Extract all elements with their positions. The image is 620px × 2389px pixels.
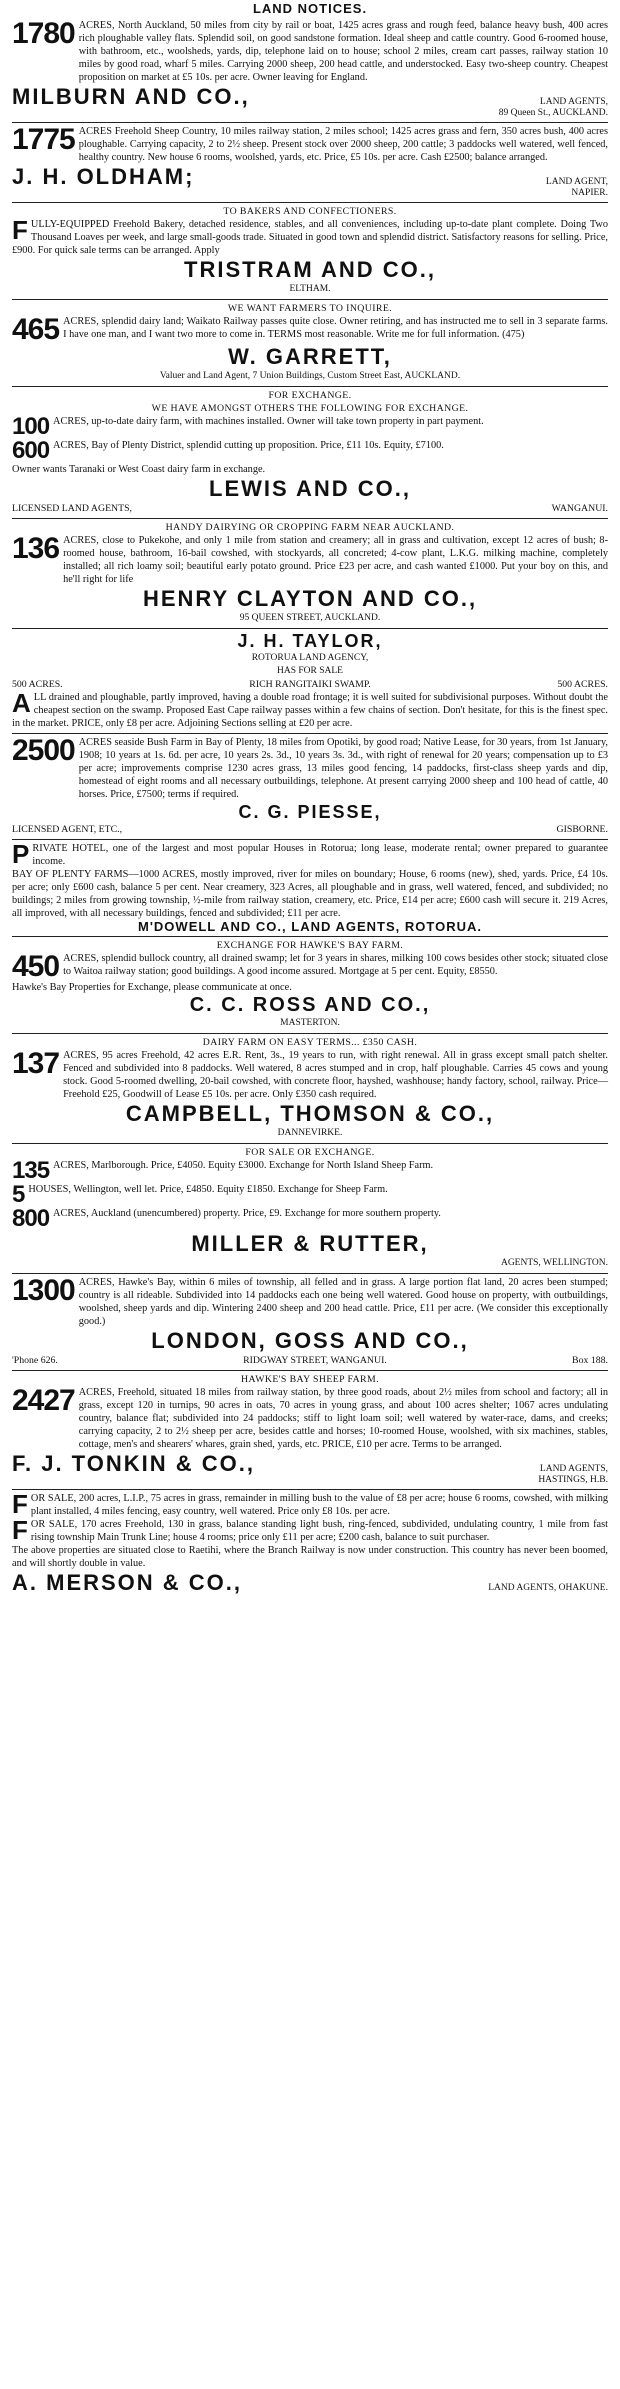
- land-notices-page: [12, 0, 608, 1599]
- acreage-left: 500 ACRES.: [12, 679, 63, 690]
- ad-text: ACRES, Freehold, situated 18 miles from railway station, by three good roads, about 2½ miles from school and factory; all in grass, except 120 in turnips, 90 acres in oats, 70 acres in young grass, and about 100 acres shelter; 1067 acres undulating country, balance flat; subdivided into 24 paddocks; stiff to light loam soil; well watered by water-race, dams, and creeks; carrying capacity, 2 to 2½ sheep per acre, besides cattle and horses; 10-roomed House, woolshed, with six machines, stables, cottage, men's and shearers' whares, grain shed, yards, etc. PRICE, £10 per acre. Terms to be arranged.: [78, 1387, 608, 1450]
- agent-name: LEWIS AND CO.,: [209, 476, 411, 501]
- ad-heading: HAWKE'S BAY SHEEP FARM.: [241, 1374, 379, 1385]
- drop-cap: P: [12, 839, 30, 869]
- page-title: LAND NOTICES.: [252, 1, 368, 16]
- ad-piesse: [12, 733, 608, 839]
- ad-text: ACRES, splendid bullock country, all drained swamp; let for 3 years in shares, milking 100 cows besides other stock; situated close to Waitoa railway station; good buildings. A good income assured. Mortgage at 5 per cent. Equity, £8550.: [63, 953, 608, 977]
- agent-address: 95 QUEEN STREET, AUCKLAND.: [239, 613, 381, 623]
- ad-heading: EXCHANGE FOR HAWKE'S BAY FARM.: [216, 940, 404, 951]
- ad-taylor: [12, 628, 608, 733]
- ad-mdowell: [12, 839, 608, 936]
- ad-london-goss: [12, 1273, 608, 1370]
- ad-clayton: [12, 518, 608, 628]
- ad-text: ACRES, Auckland (unencumbered) property. Price, £9. Exchange for more southern property.: [53, 1208, 441, 1219]
- agency-name: ROTORUA LAND AGENCY,: [251, 653, 369, 663]
- acreage-number: 2427: [12, 1384, 75, 1417]
- acreage-number: 135: [12, 1157, 50, 1184]
- agent-licence: LICENSED LAND AGENTS,: [12, 503, 133, 514]
- ad-text: ACRES, splendid dairy land; Waikato Railway passes quite close. Owner retiring, and has instructed me to sell in 3 separate farms. I have one man, and I want two more to come in. TERMS most reasonable. Write me for full information. (475): [63, 316, 608, 340]
- acreage-number: 465: [12, 313, 60, 346]
- ad-text: PRIVATE HOTEL, one of the largest and most popular Houses in Rotorua; long lease, moderate rental; owner prepared to guarantee income.: [12, 839, 608, 869]
- ad-note: The above properties are situated close to Raetihi, where the Branch Railway is now under construction. This country has never been boomed, and will shortly double in value.: [12, 1545, 608, 1569]
- ad-text: HOUSES, Wellington, well let. Price, £4850. Equity £1850. Exchange for Sheep Farm.: [28, 1184, 388, 1195]
- agent-name: W. GARRETT,: [228, 344, 392, 369]
- ad-oldham: [12, 122, 608, 202]
- ad-text: ACRES seaside Bush Farm in Bay of Plenty, 18 miles from Opotiki, by good road; Native Lease, for 30 years, from 1st January, 1908; 10 years at 1s. 6d. per acre, 10 years 2s. 3d., 10 years 3s. 3d., with right of renewal for 20 years; compensation up to £3 per acre; improvements comprise 1230 acres grass, 13 miles good fencing, 14 paddocks, first-class sheep yards and dip, homestead of eight rooms and all necessary outbuildings, telephone. At present carrying 2000 sheep and 100 head of cattle, 40 horses. Price, £7500; terms if required.: [78, 737, 608, 800]
- acreage-number: 1300: [12, 1274, 75, 1307]
- agent-name: MILLER & RUTTER,: [191, 1231, 429, 1256]
- ad-text: ACRES, up-to-date dairy farm, with machines installed. Owner will take town property in part payment.: [53, 416, 484, 427]
- acreage-number: 600: [12, 437, 50, 464]
- agent-address: AGENTS, WELLINGTON.: [500, 1258, 608, 1268]
- agent-licence: LICENSED AGENT, ETC.,: [12, 824, 123, 835]
- ad-text: ACRES, Marlborough. Price, £4050. Equity £3000. Exchange for North Island Sheep Farm.: [53, 1160, 434, 1171]
- ad-heading: FOR SALE OR EXCHANGE.: [245, 1147, 375, 1158]
- agent-name: C. G. PIESSE,: [238, 802, 382, 822]
- ad-text: ALL drained and ploughable, partly improved, having a double road frontage; it is well suited for subdivisional purposes. Without doubt the cheapest section on the swamp. Proposed East Cape railway passes within a few chains of section. Don't hesitate, for this is the finest spec. in the market. PRICE, only £8 per acre. Adjoining Sections selling at £20 per acre.: [12, 688, 608, 729]
- drop-cap: A: [12, 688, 31, 718]
- agent-address: LAND AGENT, NAPIER.: [545, 177, 608, 198]
- ad-heading: FOR EXCHANGE.: [268, 390, 352, 401]
- ad-lewis: [12, 386, 608, 518]
- agent-name: CAMPBELL, THOMSON & CO.,: [125, 1101, 495, 1126]
- acreage-right: 500 ACRES.: [557, 679, 608, 690]
- ad-text: ACRES, Bay of Plenty District, splendid cutting up proposition. Price, £11 10s. Equity, £7100.: [53, 440, 444, 451]
- agent-name: MILBURN AND CO.,: [12, 84, 250, 109]
- swamp-heading: RICH RANGITAIKI SWAMP.: [249, 679, 371, 690]
- agent-name: TRISTRAM AND CO.,: [184, 257, 436, 282]
- ad-text: FOR SALE, 200 acres, L.I.P., 75 acres in grass, remainder in milling bush to the value of £8 per acre; house 6 rooms, cowshed, with milking plant installed, 4 miles fencing, easy country, well watered. Price only £8 10s. per acre.: [12, 1489, 608, 1519]
- agent-box: Box 188.: [572, 1355, 608, 1366]
- acreage-number: 450: [12, 950, 60, 983]
- agent-address: MASTERTON.: [280, 1018, 340, 1028]
- ad-subheading: WE HAVE AMONGST OTHERS THE FOLLOWING FOR EXCHANGE.: [151, 403, 469, 414]
- acreage-number: 1780: [12, 17, 75, 50]
- ad-text: FOR SALE, 170 acres Freehold, 130 in grass, balance standing light bush, ring-fenced, subdivided, undulating country, 1 mile from fast rising township Main Trunk Line; house 4 rooms; price only £11 per acre; £200 cash, balance to suit purchaser.: [12, 1515, 608, 1545]
- ad-heading: WE WANT FARMERS TO INQUIRE.: [227, 303, 393, 314]
- acreage-number: 137: [12, 1047, 60, 1080]
- agent-phone: 'Phone 626.: [12, 1355, 58, 1366]
- agent-name: F. J. TONKIN & CO.,: [12, 1451, 255, 1476]
- ad-tonkin: [12, 1370, 608, 1489]
- ad-note: Owner wants Taranaki or West Coast dairy farm in exchange.: [12, 464, 266, 475]
- agent-name: HENRY CLAYTON AND CO.,: [142, 586, 478, 611]
- agent-address: LAND AGENTS, OHAKUNE.: [488, 1583, 608, 1593]
- ad-garrett: [12, 299, 608, 386]
- agent-name: J. H. OLDHAM;: [12, 164, 195, 189]
- drop-cap: F: [12, 215, 28, 245]
- agent-address: ELTHAM.: [289, 284, 331, 294]
- acreage-number: 2500: [12, 734, 75, 767]
- ad-text: FULLY-EQUIPPED Freehold Bakery, detached residence, stables, and all conveniences, including up-to-date plant complete. Doing Two Thousand Loaves per week, and large small-goods trade. Situated in good town and splendid district. Satisfactory reasons for selling. Price, £900. For quick sale terms can be arranged. Apply: [12, 215, 608, 256]
- drop-cap: F: [12, 1515, 28, 1545]
- drop-cap: F: [12, 1489, 28, 1519]
- ad-ross: [12, 936, 608, 1033]
- ad-text: ACRES, close to Pukekohe, and only 1 mile from station and creamery; all in grass and cultivation, except 12 acres of bush; 8-roomed house, bathroom, 16-bail cowshed, with stockyards, all concreted; 4-cow plant, L.K.G. milking machine, completely installed; all rich loamy soil; beautiful early potato ground. Price £23 per acre, and cash wanted £1000. Put your boy on this, and he'll right for life: [63, 535, 608, 585]
- agent-address: RIDGWAY STREET, WANGANUI.: [243, 1355, 387, 1366]
- agent-name: A. MERSON & CO.,: [12, 1570, 243, 1595]
- ad-merson: [12, 1489, 608, 1599]
- agent-address: LAND AGENTS, 89 Queen St., AUCKLAND.: [498, 97, 608, 118]
- ad-text: ACRES Freehold Sheep Country, 10 miles railway station, 2 miles school; 1425 acres grass and fern, 350 acres bush, 400 acres ploughable. Carrying capacity, 2 to 2½ sheep. Present stock over 2000 sheep, 200 cattle; 3 paddocks well watered, well fenced, healthy country. New house 6 rooms, woolshed, yards, etc. Price, £5 10s. per acre. Cash £2500; balance arranged.: [78, 126, 608, 163]
- ad-text: ACRES, 95 acres Freehold, 42 acres E.R. Rent, 3s., 19 years to run, with right renewal. All in grass except small patch shelter. Fenced and subdivided into 8 paddocks. Well watered, 8 acres stumped and in crop, half ploughable. Carries 45 cows and young stock. Good 5-roomed dwelling, 20-bail cowshed, with concrete floor, hayshed, washhouse; handy factory, school, railway. Price—Freehold £25, Goodwill of Lease £5 10s. per acre. Only £350 cash required.: [63, 1050, 608, 1100]
- agent-town: GISBORNE.: [556, 824, 608, 835]
- agent-line: M'DOWELL AND CO., LAND AGENTS, ROTORUA.: [138, 919, 482, 934]
- agent-address: Valuer and Land Agent, 7 Union Buildings, Custom Street East, AUCKLAND.: [159, 371, 461, 381]
- ad-note: Hawke's Bay Properties for Exchange, please communicate at once.: [12, 982, 292, 993]
- ad-reference: (475): [502, 329, 525, 340]
- agent-name: LONDON, GOSS AND CO.,: [151, 1328, 469, 1353]
- agent-address: DANNEVIRKE.: [277, 1128, 343, 1138]
- acreage-number: 136: [12, 532, 60, 565]
- ad-heading: HANDY DAIRYING OR CROPPING FARM NEAR AUCKLAND.: [165, 522, 455, 533]
- ad-miller-rutter: [12, 1143, 608, 1273]
- agent-town: WANGANUI.: [551, 503, 608, 514]
- ad-text: ACRES, Hawke's Bay, within 6 miles of township, all felled and in grass. A large portion flat land, 20 acres been stumped; country is all rideable. Subdivided into 14 paddocks each one being well watered. Good house on property, with outbuildings, woolshed, sheep yards and dip. Wintering 2400 sheep and 200 head cattle. Price, £11 per acre. (We consider this exceptionally good.): [78, 1277, 608, 1327]
- ad-milburn: [12, 17, 608, 122]
- ad-text-farms: BAY OF PLENTY FARMS—1000 ACRES, mostly improved, river for miles on boundary; House, 6 rooms (new), shed, yards. Price, £4 10s. per acre; only £600 cash, balance 5 per cent. Near creamery, 323 Acres, all ploughable and in grass, well watered, fenced, and subdivided; no buildings; 2 miles from growing township, ½-mile from railway station, creamery, etc. Price, £14 per acre; £600 cash will secure it. 219 Acres, all improved, with all necessary buildings, fenced and subdivided; £11 per acre.: [12, 869, 608, 919]
- agent-address: LAND AGENTS, HASTINGS, H.B.: [538, 1464, 608, 1485]
- ad-heading: TO BAKERS AND CONFECTIONERS.: [223, 206, 397, 217]
- for-sale-line: HAS FOR SALE: [277, 666, 343, 676]
- ad-tristram: [12, 202, 608, 299]
- acreage-number: 100: [12, 413, 50, 440]
- agent-name: C. C. ROSS AND CO.,: [189, 994, 431, 1016]
- ad-heading: DAIRY FARM ON EASY TERMS... £350 CASH.: [202, 1037, 418, 1048]
- acreage-number: 1775: [12, 123, 75, 156]
- houses-number: 5: [12, 1181, 25, 1208]
- acreage-number: 800: [12, 1205, 50, 1232]
- ad-text: ACRES, North Auckland, 50 miles from city by rail or boat, 1425 acres grass and rough feed, balance heavy bush, 400 acres rich ploughable valley flats. Splendid soil, on good sandstone formation. Ideal sheep and cattle country. Good 6-roomed house, with bathroom, etc., woolsheds, yards, dip, telephone laid on to house; school 2 miles, cream cart passes, railway station 10 miles by good road, wharf 5 miles. Carrying 2000 sheep, 200 head cattle, and understocked. Easy two-sheep country. Cheapest proposition on market at £5 10s. per acre. Owner leaving for England.: [78, 20, 608, 83]
- ad-campbell: [12, 1033, 608, 1143]
- agent-name: J. H. TAYLOR,: [237, 631, 383, 651]
